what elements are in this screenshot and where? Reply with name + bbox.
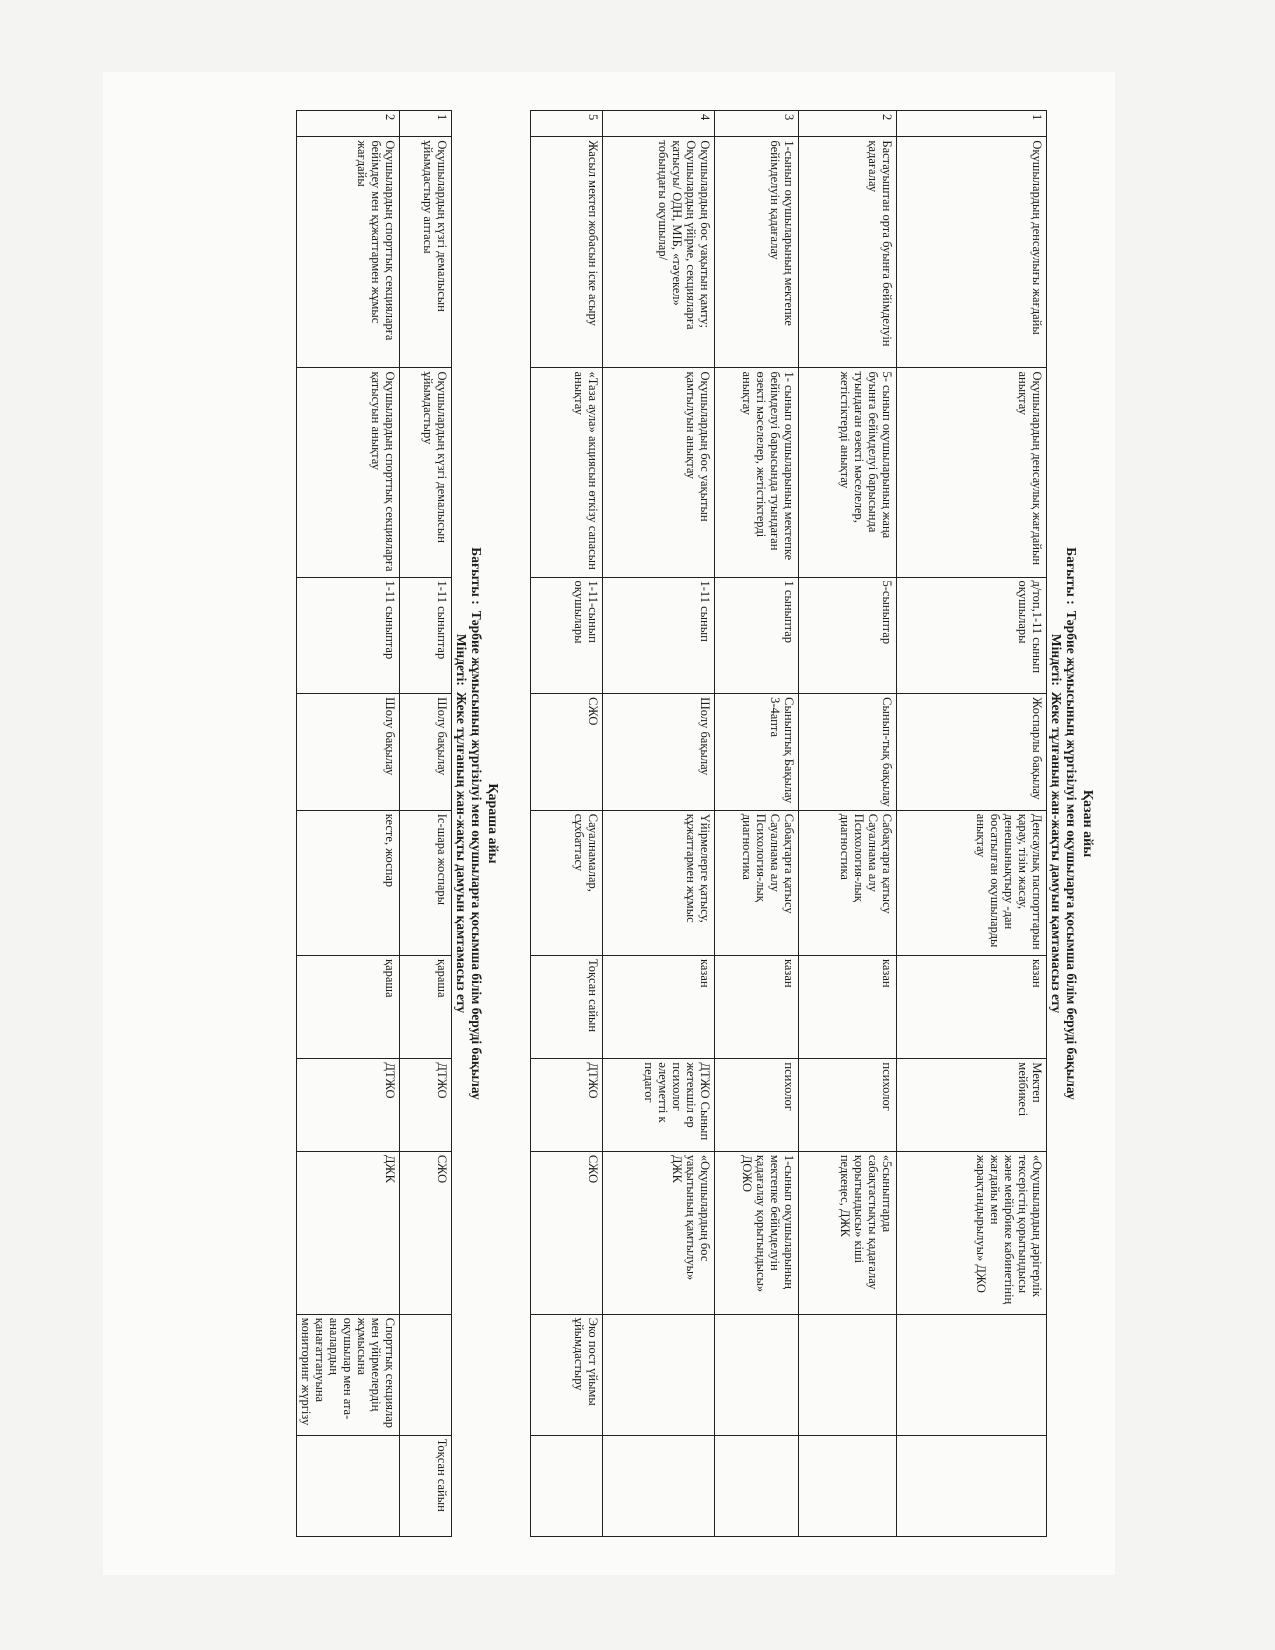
cell-extra — [715, 1435, 799, 1536]
cell-num: 2 — [799, 111, 897, 137]
cell-review — [400, 1314, 452, 1435]
cell-review — [603, 1314, 715, 1435]
cell-goal: Оқушылардың спорттық секцияларға қатысуын анықтау — [297, 368, 400, 577]
cell-method: Үйірмелерге қатысу, құжаттармен жұмыс — [603, 810, 715, 955]
cell-topic: Оқушылардың спорттық секцияларға бейімдеу мен құжаттармен жұмыс жағдайы — [297, 137, 400, 368]
cell-object: 1 сыныптар — [715, 577, 799, 694]
cell-topic: Оқушылардың күзгі демалысын ұйымдастыру аптасы — [400, 137, 452, 368]
cell-result: 1-сынып оқушыларының мектепке бейімделуін қадағалау қорытындысы» ДОЖО — [715, 1151, 799, 1314]
cell-type: Жоспарлы бақылау — [897, 694, 1047, 811]
cell-goal: «Таза аула» акциясын өткізу сапасын анықтау — [531, 368, 603, 577]
cell-object: 5-сыныптар — [799, 577, 897, 694]
cell-term: казан — [897, 956, 1047, 1059]
cell-responsible: психолог — [715, 1059, 799, 1151]
cell-type: СЖО — [531, 694, 603, 811]
cell-num: 4 — [603, 111, 715, 137]
cell-review: Спорттық секциялар мен үйірмелердің жұмысына оқушылар мен ата-аналардың қанағаттануына мониторинг жүргізу — [297, 1314, 400, 1435]
cell-term: қараша — [297, 956, 400, 1059]
cell-responsible: ДТЖО — [400, 1059, 452, 1151]
cell-result: «5сыныптарда сабақтастықты қадағалау қорытындысы» кіші педкеңес, ДЖК — [799, 1151, 897, 1314]
cell-result: ДЖК — [297, 1151, 400, 1314]
section2-month: Қараша айы — [485, 783, 500, 864]
cell-term: қараша — [400, 956, 452, 1059]
section1-table — [530, 110, 1047, 1537]
cell-extra — [799, 1435, 897, 1536]
cell-method: Сауалнамалар, сұхбаттасу — [531, 810, 603, 955]
cell-method: кесте, жоспар — [297, 810, 400, 955]
table-row — [297, 111, 400, 1537]
cell-method: Іс-шара жоспары — [400, 810, 452, 955]
table-row — [799, 111, 897, 1537]
cell-responsible: ДТЖО — [531, 1059, 603, 1151]
section1-month: Қазан айы — [1080, 789, 1095, 858]
cell-object: 1-11 сыныптар — [297, 577, 400, 694]
table-row — [897, 111, 1047, 1537]
cell-extra — [297, 1435, 400, 1536]
document-sheet — [103, 72, 1115, 1575]
cell-result: СЖО — [400, 1151, 452, 1314]
cell-goal: Оқушылардың күзгі демалысын ұйымдастыру — [400, 368, 452, 577]
cell-result: «Оқушылардың бос уақытының қамтылуы» ДЖК — [603, 1151, 715, 1314]
cell-review: Эко пост үйымы ұйымдастыру — [531, 1314, 603, 1435]
cell-num: 3 — [715, 111, 799, 137]
cell-result: СЖО — [531, 1151, 603, 1314]
cell-type: Шолу бақылау — [603, 694, 715, 811]
cell-num: 5 — [531, 111, 603, 137]
section1-task: Міндеті:Жеке тұлғаның жан-жақты дамуын қамтамасыз ету — [1049, 633, 1064, 1014]
cell-object: 1-11-сынып оқушылары — [531, 577, 603, 694]
cell-term: казан — [603, 956, 715, 1059]
cell-responsible: Мектеп мейбикесі — [897, 1059, 1047, 1151]
cell-term: Тоқсан сайын — [531, 956, 603, 1059]
cell-term: казан — [715, 956, 799, 1059]
cell-review — [715, 1314, 799, 1435]
cell-object: 1-11 сынып — [603, 577, 715, 694]
cell-object: 1-11 сыныптар — [400, 577, 452, 694]
cell-topic: 1-сынып оқушыларының мектепке бейімделуін қадағалау — [715, 137, 799, 368]
cell-goal: 1- сынып оқушыларының мектепке бейімделуі барысында туындаған өзекті мәселелер, жетістіктерді анықтау — [715, 368, 799, 577]
cell-topic: Оқушылардың бос уақытын қамту; Оқушылардың үйірме, секцияларға қатысуы/ ОДН, МІБ, «тәуекел» тобындағы оқушылар/ — [603, 137, 715, 368]
cell-review — [897, 1314, 1047, 1435]
table-row — [715, 111, 799, 1537]
cell-goal: Оқушылардың бос уақытын қамтылуын анықтау — [603, 368, 715, 577]
cell-method: Сабақтарға қатысу Сауалнама алу Психология-лық диагностика — [715, 810, 799, 955]
cell-extra — [531, 1435, 603, 1536]
section2-task: Міндеті:Жеке тұлғаның жан-жақты дамуын қамтамасыз ету — [454, 633, 469, 1014]
cell-method: Денсаулық паспорттарын қарау, тізім жасау, денешынықтыру -дан босатылған оқушыларды анықтау — [897, 810, 1047, 955]
section1-direction: Бағыты :Тәрбие жұмысының жүргізілуі мен оқушыларға қосымша білім беруді бақылау — [1064, 547, 1079, 1100]
cell-topic: Бастауыштан орта буынға бейімделуін қадағалау — [799, 137, 897, 368]
cell-type: Шолу бақылау — [297, 694, 400, 811]
cell-object: д/топ,1-11 сынып оқушылары — [897, 577, 1047, 694]
cell-goal: 5- сынып оқушыларының жаңа буынға бейімделуі барысында туындаған өзекті мәселелер, жетістіктерді анықтау — [799, 368, 897, 577]
cell-extra: Тоқсан сайын — [400, 1435, 452, 1536]
cell-review — [799, 1314, 897, 1435]
table-row — [400, 111, 452, 1537]
cell-method: Сабақтарға қатысу Сауалнама алу Психология-лық диагностика — [799, 810, 897, 955]
cell-goal: Оқушылардың денсаулық жағдайын анықтау — [897, 368, 1047, 577]
cell-term: казан — [799, 956, 897, 1059]
table-row — [531, 111, 603, 1537]
section2-direction: Бағыты :Тәрбие жұмысының жүргізілуі мен оқушыларға қосымша білім беруді бақылау — [469, 547, 484, 1100]
rotated-page — [103, 72, 1115, 1575]
cell-num: 2 — [297, 111, 400, 137]
cell-type: Сыныптық Бақылау 3-4апта — [715, 694, 799, 811]
cell-responsible: ДТЖО — [297, 1059, 400, 1151]
cell-type: Шолу бақылау — [400, 694, 452, 811]
cell-responsible: ДТЖО Сынып жетекшіл ер психолог әлеуметті к педагог — [603, 1059, 715, 1151]
table-row — [603, 111, 715, 1537]
cell-type: Сынып-тық бақылау — [799, 694, 897, 811]
cell-extra — [603, 1435, 715, 1536]
cell-topic: Жасыл мектеп жобасын іске асыру — [531, 137, 603, 368]
cell-responsible: психолог — [799, 1059, 897, 1151]
cell-result: «Оқушылардың дәрігерлік тексерістің қорытындысы және мейірбике кабинетінің жағдайы мен жарақтандырылуы» ДЖО — [897, 1151, 1047, 1314]
cell-num: 1 — [400, 111, 452, 137]
cell-topic: Оқушылардың денсаулығы жағдайы — [897, 137, 1047, 368]
cell-extra — [897, 1435, 1047, 1536]
cell-num: 1 — [897, 111, 1047, 137]
section2-table — [296, 110, 452, 1537]
